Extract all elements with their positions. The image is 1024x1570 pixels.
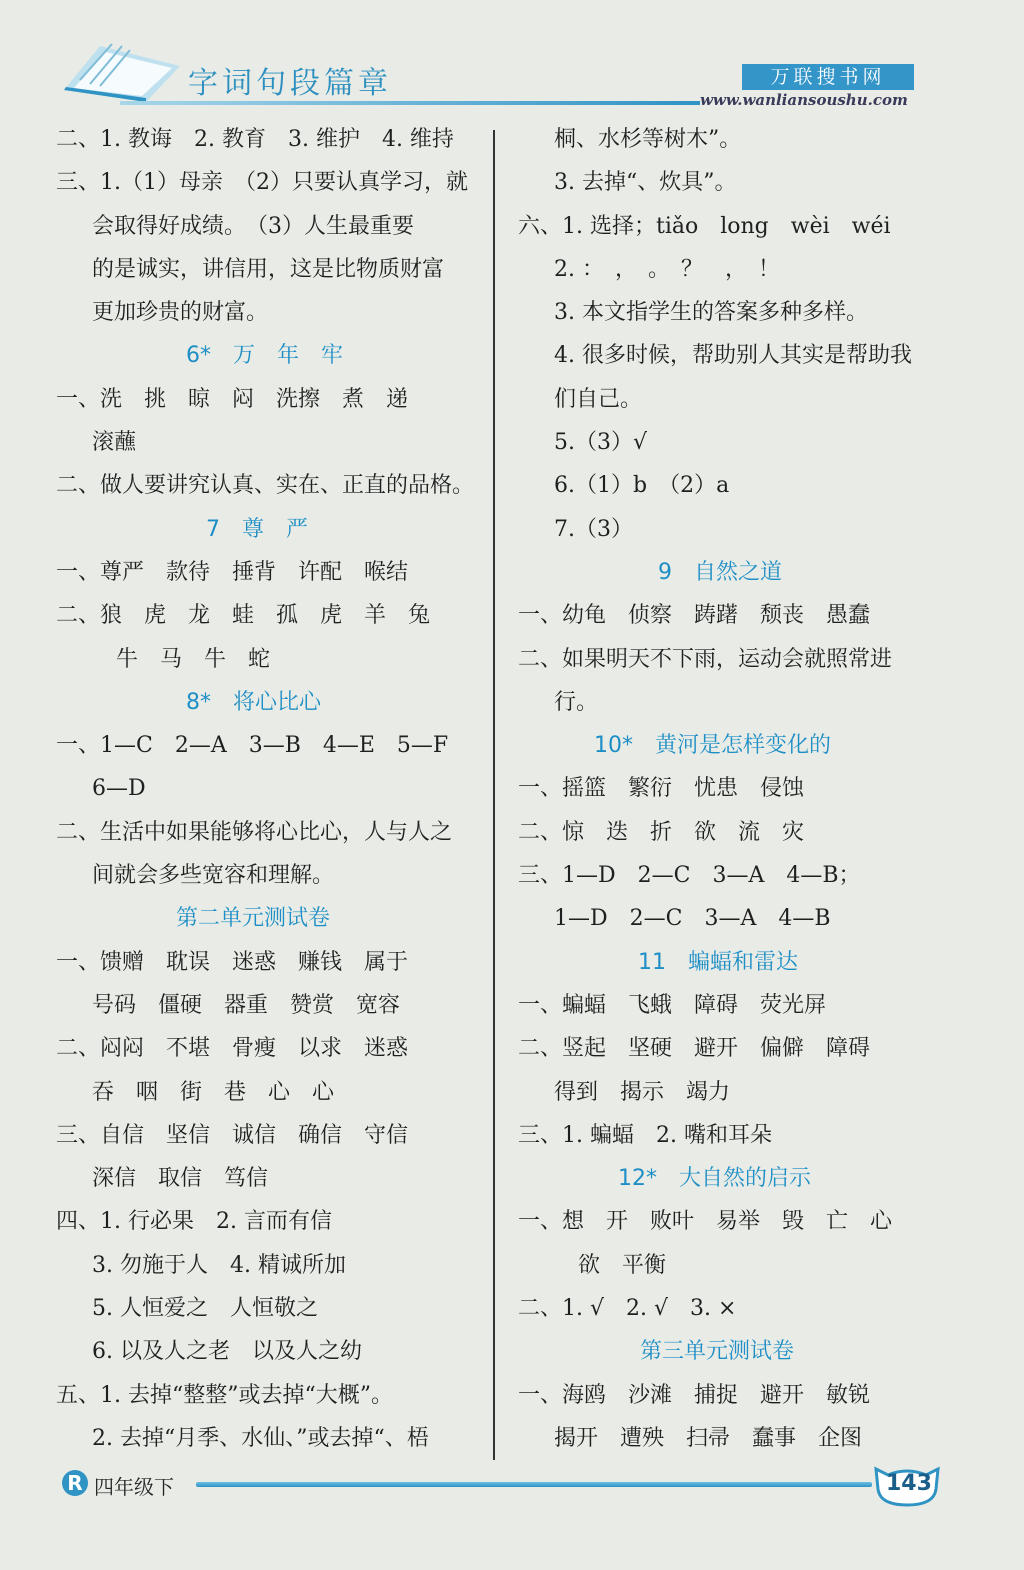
books-icon bbox=[60, 40, 190, 102]
answer-line: 一、摇篮 繁衍 忧患 侵蚀 bbox=[518, 776, 805, 802]
answer-line: 欲 平衡 bbox=[578, 1252, 667, 1278]
answer-line: 二、如果明天不下雨，运动会就照常进 bbox=[518, 646, 893, 672]
answer-line: 三、1. 蝙蝠 2. 嘴和耳朵 bbox=[518, 1122, 772, 1148]
answer-line: 二、惊 迭 折 欲 流 灾 bbox=[518, 819, 805, 845]
grade-label: 四年级下 bbox=[94, 1475, 174, 1499]
section-heading: 第二单元测试卷 bbox=[176, 906, 331, 932]
answer-line: 的是诚实，讲信用，这是比物质财富 bbox=[92, 256, 445, 282]
answer-line: 二、闷闷 不堪 骨瘦 以求 迷惑 bbox=[56, 1036, 409, 1062]
answer-line: 一、想 开 败叶 易举 毁 亡 心 bbox=[518, 1209, 893, 1235]
answer-line: 6.（1）b （2）a bbox=[554, 473, 730, 499]
answer-line: 会取得好成绩。 （3）人生最重要 bbox=[92, 213, 414, 239]
answer-line: 二、做人要讲究认真、实在、正直的品格。 bbox=[56, 473, 475, 499]
answer-line: 二、1. √ 2. √ 3. × bbox=[518, 1296, 737, 1322]
section-heading: 9 自然之道 bbox=[658, 559, 782, 585]
answers-right-column bbox=[518, 118, 958, 1460]
answer-line: 二、生活中如果能够将心比心，人与人之 bbox=[56, 819, 453, 845]
answer-line: 三、1.（1）母亲 （2）只要认真学习，就 bbox=[56, 170, 468, 196]
answer-line: 号码 僵硬 器重 赞赏 宽容 bbox=[92, 992, 401, 1018]
answer-line: 1—D 2—C 3—A 4—B bbox=[554, 906, 831, 932]
answer-line: 3. 本文指学生的答案多种多样。 bbox=[554, 300, 868, 326]
answer-line: 五、1. 去掉“整整”或去掉“大概”。 bbox=[56, 1382, 393, 1408]
page-header bbox=[0, 0, 1024, 120]
answer-line: 5. 人恒爱之 人恒敬之 bbox=[92, 1296, 318, 1322]
section-heading: 12* 大自然的启示 bbox=[618, 1166, 811, 1192]
answer-line: 二、狼 虎 龙 蛙 孤 虎 羊 兔 bbox=[56, 603, 431, 629]
footer-rule bbox=[196, 1482, 872, 1487]
answer-line: 7.（3） bbox=[554, 516, 633, 542]
section-heading: 7 尊 严 bbox=[206, 516, 308, 542]
answer-line: 间就会多些宽容和理解。 bbox=[92, 863, 335, 889]
answer-line: 2. ： ， 。 ？ ， ！ bbox=[554, 256, 780, 282]
answer-line: 一、1—C 2—A 3—B 4—E 5—F bbox=[56, 733, 449, 759]
answer-line: 一、幼龟 侦察 踌躇 颓丧 愚蠢 bbox=[518, 603, 871, 629]
header-title: 字词句段篇章 bbox=[188, 66, 392, 101]
column-divider bbox=[493, 130, 495, 1460]
answer-line: 二、1. 教诲 2. 教育 3. 维护 4. 维持 bbox=[56, 127, 454, 152]
answer-line: 六、1. 选择；tiǎo long wèi wéi bbox=[518, 213, 891, 239]
answer-line: 4. 很多时候，帮助别人其实是帮助我 bbox=[554, 343, 912, 369]
answer-line: 吞 咽 街 巷 心 心 bbox=[92, 1079, 335, 1105]
answer-line: 一、尊严 款待 捶背 许配 喉结 bbox=[56, 559, 409, 585]
answer-line: 二、竖起 坚硬 避开 偏僻 障碍 bbox=[518, 1036, 871, 1062]
answer-line: 6. 以及人之老 以及人之幼 bbox=[92, 1339, 362, 1365]
answers-left-column bbox=[56, 118, 476, 1460]
site-url: www.wanliansoushu.com bbox=[700, 91, 908, 109]
section-heading: 6* 万 年 牢 bbox=[186, 343, 343, 369]
section-heading: 11 蝙蝠和雷达 bbox=[638, 949, 798, 975]
answer-line: 一、海鸥 沙滩 捕捉 避开 敏锐 bbox=[518, 1382, 871, 1408]
answer-line: 一、馈赠 耽误 迷惑 赚钱 属于 bbox=[56, 949, 409, 975]
answer-line: 一、蝙蝠 飞蛾 障碍 荧光屏 bbox=[518, 992, 827, 1018]
answer-line: 三、1—D 2—C 3—A 4—B； bbox=[518, 863, 861, 889]
answer-line: 得到 揭示 竭力 bbox=[554, 1079, 731, 1105]
answer-line: 一、洗 挑 晾 闷 洗擦 煮 递 bbox=[56, 386, 409, 412]
answer-line: 揭开 遭殃 扫帚 蠢事 企图 bbox=[554, 1425, 863, 1451]
answer-line: 更加珍贵的财富。 bbox=[92, 300, 269, 326]
section-heading: 8* 将心比心 bbox=[186, 689, 321, 715]
answer-line: 深信 取信 笃信 bbox=[92, 1166, 269, 1192]
answer-line: 2. 去掉“月季、水仙、”或去掉“、梧 bbox=[92, 1425, 429, 1451]
answer-line: 3. 去掉“、炊具”。 bbox=[554, 170, 737, 196]
section-heading: 10* 黄河是怎样变化的 bbox=[594, 733, 831, 759]
answer-line: 5.（3）√ bbox=[554, 430, 648, 456]
answer-line: 滚蘸 bbox=[92, 430, 137, 456]
section-heading: 第三单元测试卷 bbox=[640, 1339, 795, 1365]
edition-badge: R bbox=[62, 1470, 88, 1496]
answer-line: 们自己。 bbox=[554, 386, 643, 412]
answer-line: 6—D bbox=[92, 776, 146, 802]
answer-line: 桐、水杉等树木”。 bbox=[554, 127, 742, 152]
answer-line: 四、1. 行必果 2. 言而有信 bbox=[56, 1209, 332, 1235]
answer-line: 牛 马 牛 蛇 bbox=[116, 646, 271, 672]
page-footer bbox=[0, 1455, 1024, 1515]
site-name-badge: 万联搜书网 bbox=[742, 64, 914, 90]
page-number: 143 bbox=[886, 1471, 932, 1496]
answer-line: 行。 bbox=[554, 689, 599, 715]
answer-line: 三、自信 坚信 诚信 确信 守信 bbox=[56, 1122, 409, 1148]
answer-line: 3. 勿施于人 4. 精诚所加 bbox=[92, 1252, 346, 1278]
header-rule bbox=[120, 101, 700, 105]
